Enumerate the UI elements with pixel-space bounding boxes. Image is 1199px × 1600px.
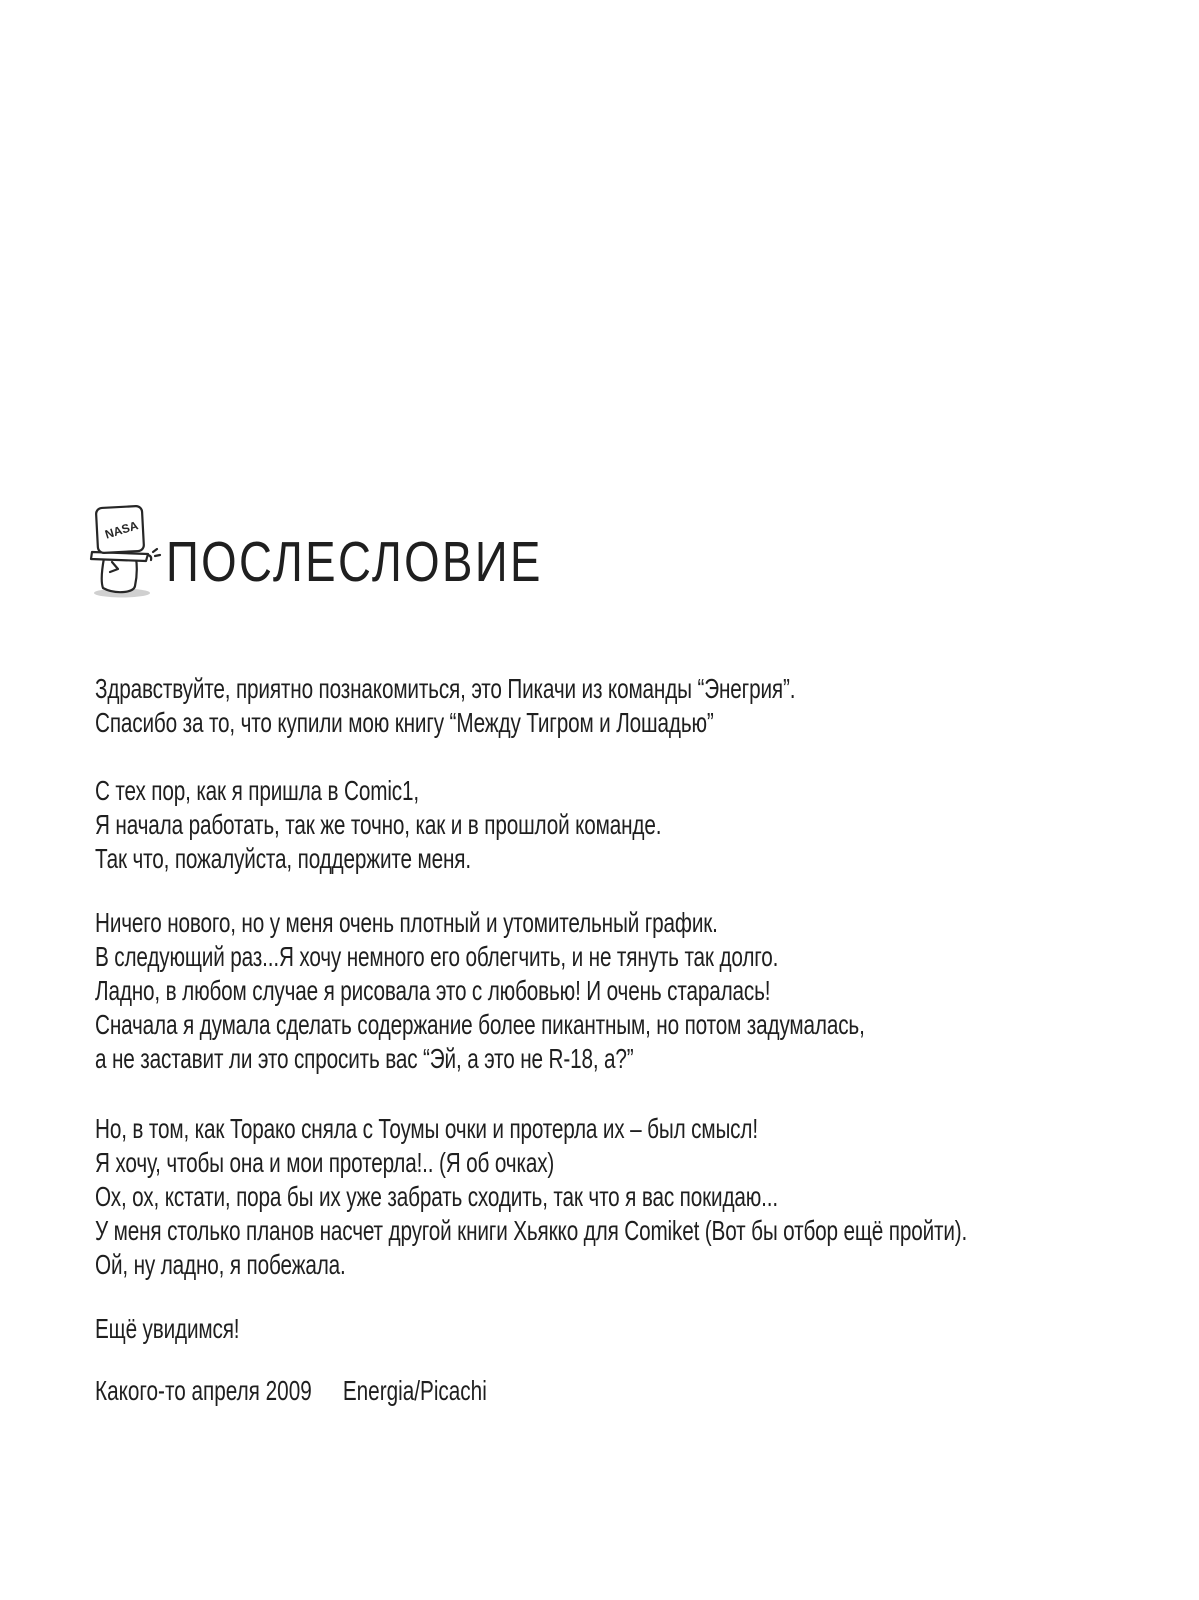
text-line: Но, в том, как Торако сняла с Тоумы очки и протерла их – был смысл! bbox=[95, 1113, 758, 1144]
text-line: У меня столько планов насчет другой книги Хьякко для Comiket (Вот бы отбор ещё пройти). bbox=[95, 1215, 968, 1246]
nasa-laptop-doodle-icon bbox=[82, 500, 164, 602]
paragraph-4 bbox=[95, 1112, 1199, 1282]
closing-line bbox=[95, 1312, 290, 1346]
doodle-laptop-base bbox=[91, 552, 148, 561]
text-line: Ой, ну ладно, я побежала. bbox=[95, 1249, 346, 1280]
text-line: Так что, пожалуйста, поддержите меня. bbox=[95, 843, 471, 874]
text-line: Ладно, в любом случае я рисовала это с любовью! И очень старалась! bbox=[95, 975, 771, 1006]
text-line: Сначала я думала сделать содержание более пикантным, но потом задумалась, bbox=[95, 1009, 865, 1040]
text-line: Ещё увидимся! bbox=[95, 1313, 240, 1344]
nasa-label: NASA bbox=[103, 518, 140, 542]
credit-text: Energia/Picachi bbox=[342, 1375, 487, 1406]
doodle-body bbox=[102, 558, 137, 592]
page-title: ПОСЛЕСЛОВИЕ bbox=[166, 530, 543, 594]
text-line: Здравствуйте, приятно познакомиться, это Пикачи из команды “Энегрия”. bbox=[95, 673, 796, 704]
text-line: Я хочу, чтобы она и мои протерла!.. (Я об очках) bbox=[95, 1147, 555, 1178]
text-line: Ох, ох, кстати, пора бы их уже забрать сходить, так что я вас покидаю... bbox=[95, 1181, 778, 1212]
text-line: Спасибо за то, что купили мою книгу “Между Тигром и Лошадью” bbox=[95, 707, 714, 738]
paragraph-3 bbox=[95, 906, 1135, 1076]
doodle-hand bbox=[148, 549, 160, 560]
paragraph-1 bbox=[95, 672, 1041, 740]
footer bbox=[95, 1374, 487, 1408]
date-text: Какого-то апреля 2009 bbox=[95, 1375, 312, 1406]
text-line: Я начала работать, так же точно, как и в прошлой команде. bbox=[95, 809, 662, 840]
paragraph-2 bbox=[95, 774, 860, 876]
text-line: а не заставит ли это спросить вас “Эй, а это не R-18, а?” bbox=[95, 1043, 634, 1074]
text-line: В следующий раз...Я хочу немного его облегчить, и не тянуть так долго. bbox=[95, 941, 779, 972]
text-line: С тех пор, как я пришла в Comic1, bbox=[95, 775, 419, 806]
text-line: Ничего нового, но у меня очень плотный и утомительный график. bbox=[95, 907, 718, 938]
